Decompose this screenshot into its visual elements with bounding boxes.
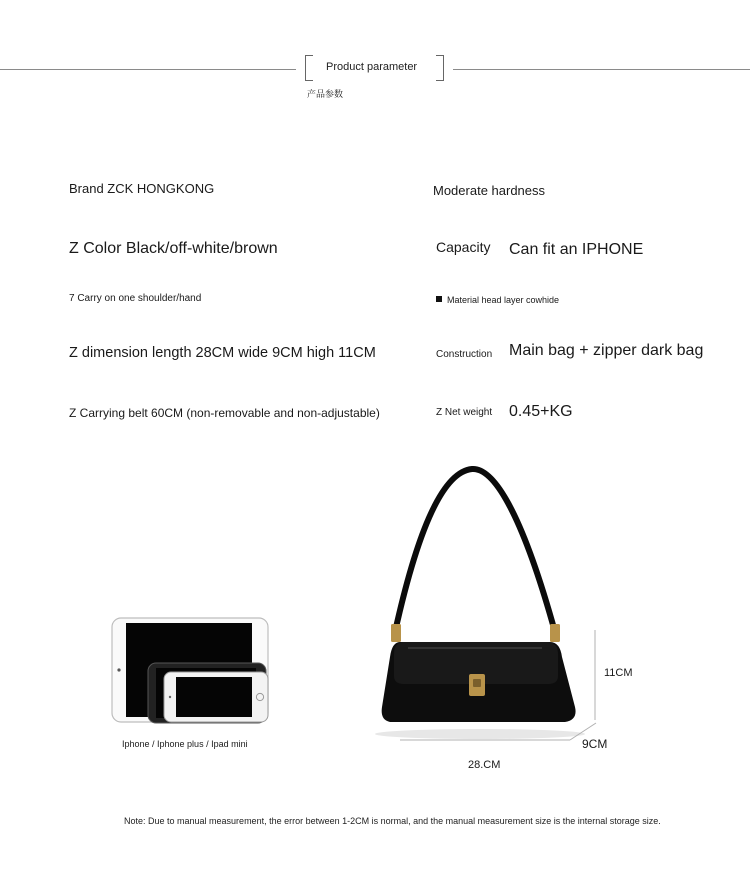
- spec-capacity-label: Capacity: [436, 239, 491, 255]
- devices-illustration: [108, 614, 274, 726]
- depth-label: 9CM: [582, 737, 608, 751]
- spec-weight-label: Z Net weight: [436, 407, 493, 418]
- spec-weight-value: 0.45+KG: [509, 403, 573, 420]
- section-subtitle: 产品参数: [307, 89, 344, 99]
- bag-strap-ring-right: [550, 624, 560, 642]
- bag-strap-ring-left: [391, 624, 401, 642]
- header-bracket-right: [436, 55, 444, 81]
- section-title: Product parameter: [326, 61, 418, 73]
- devices-caption: Iphone / Iphone plus / Ipad mini: [122, 739, 248, 749]
- spec-construction-label: Construction: [436, 349, 493, 360]
- header-bracket-left: [305, 55, 313, 81]
- iphone-camera-icon: [169, 696, 171, 698]
- spec-carry: 7 Carry on one shoulder/hand: [69, 293, 202, 304]
- spec-material-text: Material head layer cowhide: [447, 295, 560, 305]
- ipad-camera-icon: [117, 668, 120, 671]
- spec-brand: Brand ZCK HONGKONG: [69, 181, 215, 196]
- length-label: 28.CM: [468, 759, 501, 771]
- spec-capacity-value: Can fit an IPHONE: [509, 241, 644, 258]
- header-rule-left: [0, 69, 296, 70]
- height-label: 11CM: [604, 667, 633, 679]
- iphone-screen: [176, 677, 252, 717]
- spec-construction-value: Main bag + zipper dark bag: [509, 342, 704, 359]
- measurement-note: Note: Due to manual measurement, the error between 1-2CM is normal, and the manual measurement size is the internal storage size.: [124, 816, 661, 826]
- handbag-illustration: [370, 462, 620, 772]
- bag-shadow: [375, 729, 585, 739]
- spec-hardness: Moderate hardness: [433, 183, 546, 198]
- spec-belt: Z Carrying belt 60CM (non-removable and non-adjustable): [69, 406, 380, 420]
- bullet-square-icon: [436, 296, 442, 302]
- bag-clasp-lock-icon: [473, 679, 481, 687]
- bag-strap: [395, 469, 555, 632]
- spec-dimension: Z dimension length 28CM wide 9CM high 11CM: [69, 345, 376, 361]
- header-rule-right: [453, 69, 750, 70]
- spec-material: [436, 295, 559, 305]
- spec-color: Z Color Black/off-white/brown: [69, 240, 278, 257]
